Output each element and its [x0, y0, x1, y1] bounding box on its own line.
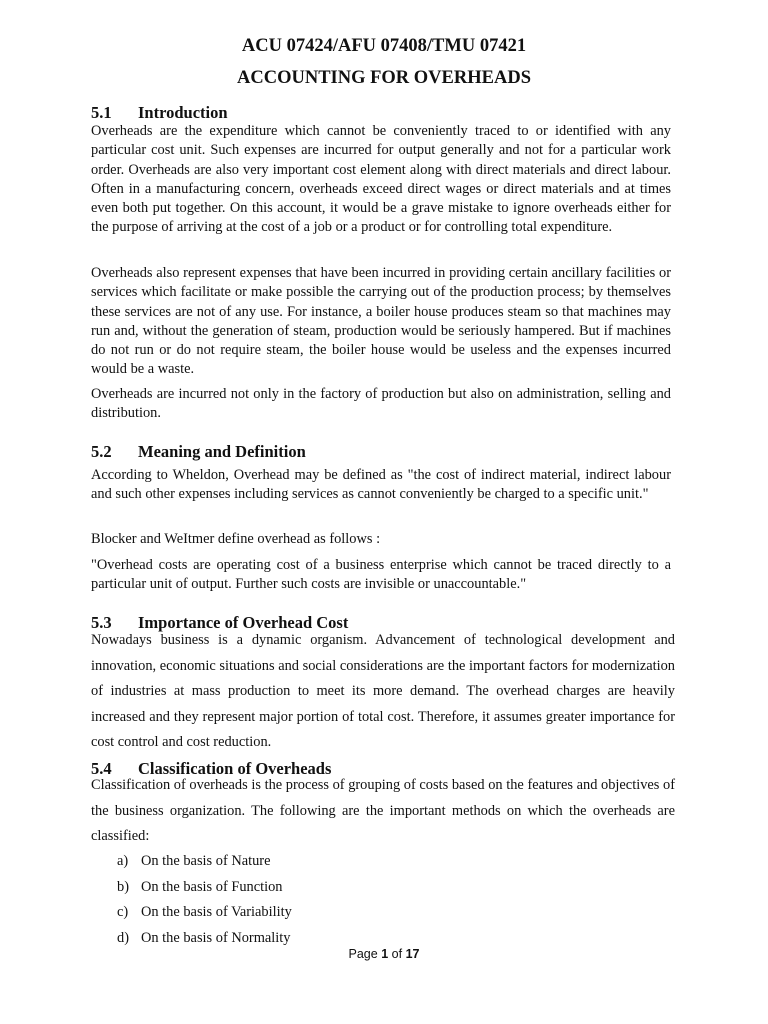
- document-title: ACCOUNTING FOR OVERHEADS: [237, 68, 531, 88]
- section-title: Classification of Overheads: [138, 759, 332, 778]
- list-item: [117, 903, 292, 929]
- list-item-text: On the basis of Nature: [141, 853, 271, 869]
- page-label: Page: [348, 947, 378, 961]
- list-item: [117, 852, 292, 878]
- list-item-text: On the basis of Function: [141, 878, 283, 895]
- section-heading-introduction: [91, 103, 228, 123]
- section-heading-meaning-definition: [91, 442, 306, 462]
- list-item-text: On the basis of Normality: [141, 929, 291, 946]
- paragraph: Nowadays business is a dynamic organism. Advancement of technological development and innovation, economic situations and social considerations are the important factors for modernization of industries at mass production to meet its more demand. The overhead charges are heavily increased and they represent major portion of total cost. Therefore, it assumes greater importance for cost control and cost reduction.: [91, 632, 675, 750]
- paragraph: "Overhead costs are operating cost of a business enterprise which cannot be traced directly to a particular unit of output. Further such costs are invisible or unaccountable.": [91, 557, 671, 593]
- paragraph: According to Wheldon, Overhead may be defined as "the cost of indirect material, indirect labour and such other expenses including services as cannot conveniently be charged to a specific unit.": [91, 467, 671, 503]
- section-title: Importance of Overhead Cost: [138, 613, 349, 632]
- paragraph: Blocker and WeItmer define overhead as follows :: [91, 531, 381, 547]
- classification-list: [117, 852, 292, 954]
- paragraph: Overheads also represent expenses that have been incurred in providing certain ancillary facilities or services which facilitate or make possible the carrying out of the production process; by themselves these services are not of any use. For instance, a boiler house produces steam so that machines may run and, without the generation of steam, production would be seriously hampered. But if machines do not run or do not require steam, the boiler house would be useless and the expenses incurred would be a waste.: [91, 265, 671, 378]
- page-number-current: 1: [381, 947, 389, 961]
- section-title: Introduction: [138, 103, 228, 122]
- course-code: ACU 07424/AFU 07408/TMU 07421: [241, 36, 527, 56]
- list-marker: c): [117, 904, 129, 921]
- paragraph: Classification of overheads is the process of grouping of costs based on the features and objectives of the business organization. The following are the important methods on which the overheads are classified:: [91, 777, 675, 844]
- page-number-total: 17: [405, 947, 420, 961]
- section-number: 5.2: [91, 442, 112, 461]
- paragraph: Overheads are incurred not only in the factory of production but also on administration, selling and distribution.: [91, 386, 671, 422]
- section-number: 5.1: [91, 103, 112, 122]
- section-title: Meaning and Definition: [138, 442, 306, 461]
- list-item: [117, 878, 292, 904]
- section-number: 5.3: [91, 613, 112, 632]
- list-marker: d): [117, 929, 129, 946]
- page-separator: of: [391, 947, 403, 961]
- list-marker: a): [117, 853, 129, 869]
- list-item-text: On the basis of Variability: [141, 904, 292, 921]
- paragraph: Overheads are the expenditure which cannot be conveniently traced to or identified with any particular cost unit. Such expenses are incurred for output generally and not for a particular work order. Overheads are also very important cost element along with direct materials and direct labour. Often in a manufacturing concern, overheads exceed direct wages or direct materials and at times even both put together. On this account, it would be a grave mistake to ignore overheads either for the purpose of arriving at the cost of a job or a product or for controlling total expenditure.: [91, 123, 671, 236]
- page-footer: [0, 947, 768, 961]
- list-marker: b): [117, 878, 129, 895]
- section-number: 5.4: [91, 759, 112, 778]
